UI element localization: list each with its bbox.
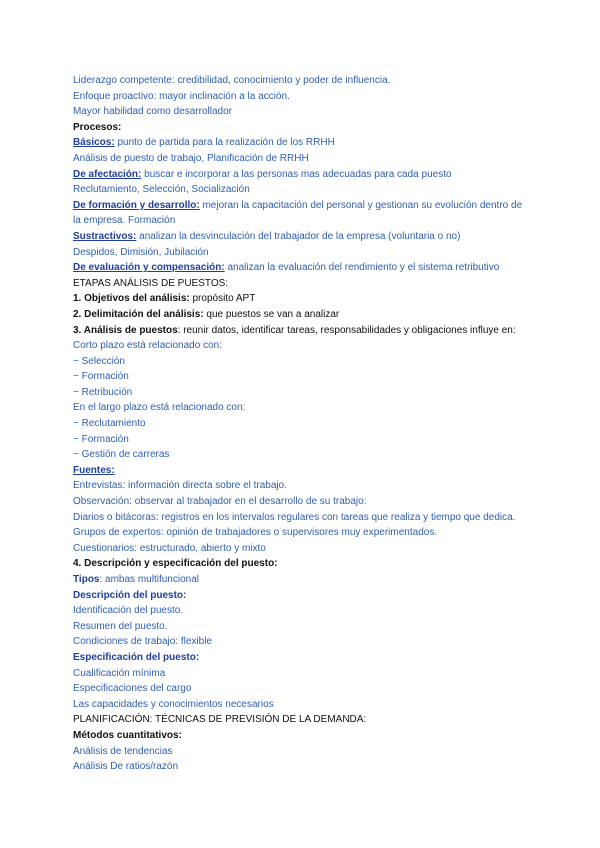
text-line: Condiciones de trabajo: flexible [73,636,212,648]
text-line: Mayor habilidad como desarrollador [73,106,232,118]
list-item: − Selección [73,355,125,367]
section-heading: PLANIFICACIÓN: TÉCNICAS DE PREVISIÓN DE LA DEMANDA: [73,714,367,726]
list-item: − Retribución [73,386,133,398]
text-line: Cuestionarios: estructurado, abierto y mixto [73,542,266,554]
text-line: Cualificación mínima [73,667,166,679]
list-item: − Reclutamiento [73,418,146,430]
section-heading: Procesos: [73,121,122,133]
term-label: Tipos [73,574,100,585]
text-line: Entrevistas: información directa sobre el trabajo. [73,480,287,492]
text-line: Análisis De ratios/razón [73,761,179,773]
text-line: Resumen del puesto. [73,620,168,632]
term-definition: analizan la evaluación del rendimiento y el sistema retributivo [224,262,500,274]
text-line [73,167,573,183]
term-definition: analizan la desvinculación del trabajador de la empresa (voluntaria o no) [136,230,461,242]
text-line: Identificación del puesto. [73,605,184,617]
text-line [73,572,573,588]
term-label: De evaluación y compensación: [73,262,225,274]
text-line: Reclutamiento, Selección, Socialización [73,184,250,196]
step-label: 1. Objetivos del análisis: [73,293,190,305]
text-line: En el largo plazo está relacionado con: [73,402,246,414]
subheading: Especificación del puesto: [73,651,200,663]
step-text: : reunir datos, identificar tareas, responsabilidades y obligaciones influye en: [177,324,516,336]
text-line: Análisis de puesto de trabajo, Planificación de RRHH [73,152,309,164]
term-definition: : ambas multifuncional [99,574,199,585]
text-line [73,135,573,151]
text-line [73,291,573,307]
list-item: − Formación [73,433,129,445]
text-line: Especificaciones del cargo [73,683,192,695]
section-heading: ETAPAS ANÁLISIS DE PUESTOS: [73,277,229,289]
text-line [73,198,573,214]
step-text: propósito APT [189,293,256,305]
text-line: la empresa. Formación [73,215,176,227]
term-label: De formación y desarrollo: [73,199,200,211]
list-item: − Gestión de carreras [73,449,170,461]
list-item: − Formación [73,371,129,383]
step-label: 2. Delimitación del análisis: [73,308,204,320]
text-line: Despidos, Dimisión, Jubilación [73,246,209,258]
text-line [73,229,573,245]
text-line: Grupos de expertos: opinión de trabajadores o supervisores muy experimentados. [73,527,438,539]
subheading: Fuentes: [73,464,115,476]
text-line [73,307,573,323]
step-text: que puestos se van a analizar [203,308,340,320]
text-line: Liderazgo competente: credibilidad, conocimiento y poder de influencia. [73,75,391,86]
subheading: Descripción del puesto: [73,589,187,601]
text-line: Las capacidades y conocimientos necesarios [73,698,274,710]
step-label: 3. Análisis de puestos [73,324,178,336]
text-line: Corto plazo está relacionado con: [73,340,222,352]
text-line: Enfoque proactivo: mayor inclinación a la acción. [73,90,290,102]
text-line [73,323,573,339]
text-line: Análisis de tendencias [73,745,173,757]
term-label: Básicos: [73,137,115,149]
section-heading: 4. Descripción y especificación del puesto: [73,558,278,570]
text-line: Diarios o bitácoras: registros en los intervalos regulares con tareas que realiza y tiempo que dedica. [73,511,516,523]
document-body [73,73,573,775]
term-label: Sustractivos: [73,230,137,242]
term-definition: buscar e incorporar a las personas mas adecuadas para cada puesto [141,168,452,180]
term-definition: mejoran la capacitación del personal y gestionan su evolución dentro de [199,199,523,211]
text-line [73,260,573,276]
subheading: Métodos cuantitativos: [73,729,182,741]
text-line: Observación: observar al trabajador en el desarrollo de su trabajo: [73,496,367,508]
term-definition: punto de partida para la realización de los RRHH [114,137,335,149]
term-label: De afectación: [73,168,142,180]
